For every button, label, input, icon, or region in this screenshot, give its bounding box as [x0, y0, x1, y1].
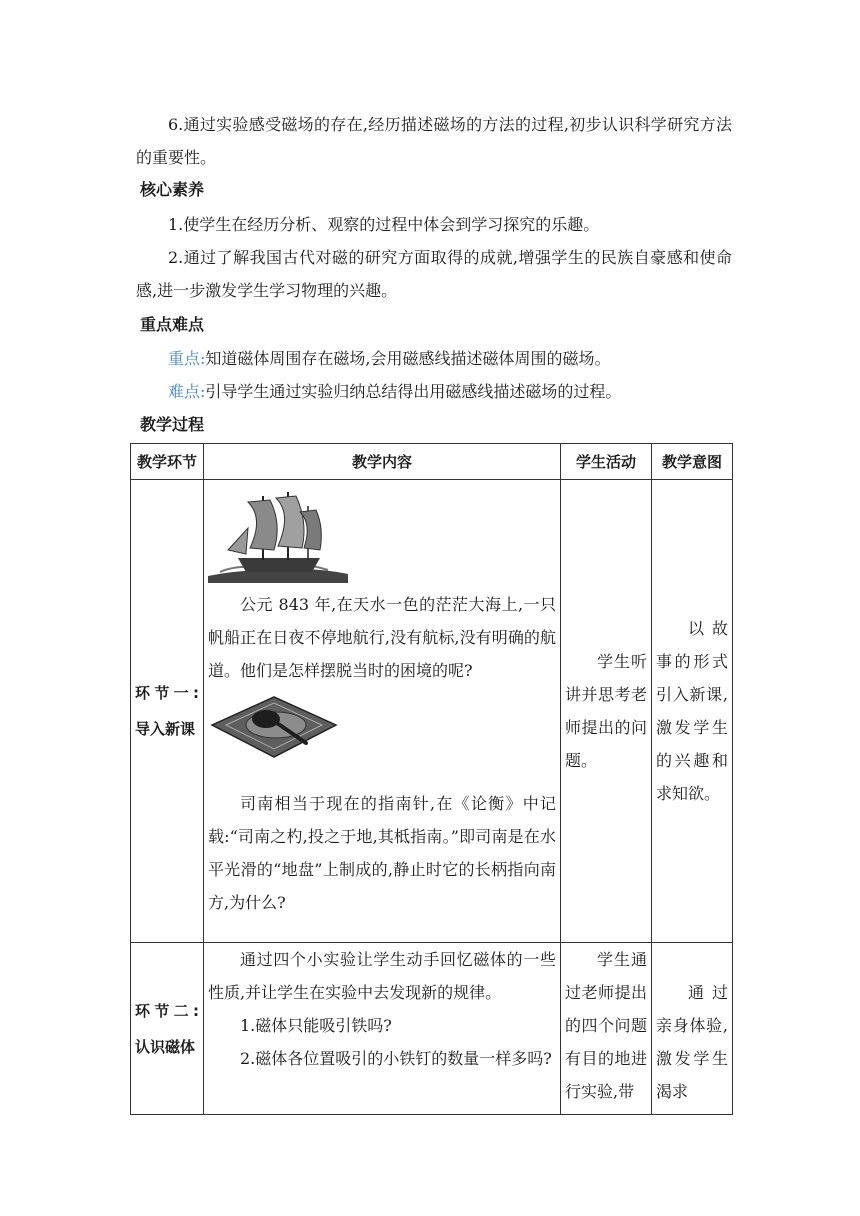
magnet-intro-text: 通过四个小实验让学生动手回忆磁体的一些性质,并让学生在实验中去发现新的规律。 [208, 950, 556, 1002]
focus-label: 重点: [168, 349, 206, 368]
col-header-activity: 学生活动 [561, 444, 652, 480]
content-cell [204, 943, 561, 1115]
table-row [131, 943, 733, 1115]
core-literacy-item-2: 2.通过了解我国古代对磁的研究方面取得的成就,增强学生的民族自豪感和使命感,进一步激发学生学习物理的兴趣。 [136, 248, 732, 300]
difficulty-text: 引导学生通过实验归纳总结得出用磁感线描述磁场的过程。 [205, 382, 622, 401]
sinan-compass-icon [208, 691, 340, 761]
sailing-ship-icon [208, 488, 348, 583]
content-cell [204, 480, 561, 943]
col-header-stage: 教学环节 [131, 444, 204, 480]
col-header-intent: 教学意图 [652, 444, 733, 480]
focus-line [136, 342, 732, 375]
magnet-question-1: 1.磁体只能吸引铁吗? [240, 1016, 392, 1035]
sailing-ship-image [208, 480, 556, 588]
stage-cell: 环节二:认识磁体 [131, 943, 204, 1115]
intent-cell: 通过亲身体验,激发学生渴求 [652, 943, 733, 1115]
objective-item-6: 6.通过实验感受磁场的存在,经历描述磁场的方法的过程,初步认识科学研究方法的重要性。 [136, 115, 732, 167]
difficulty-label: 难点: [168, 382, 206, 401]
process-heading: 教学过程 [140, 415, 205, 434]
table-row [131, 480, 733, 943]
sinan-compass-image [208, 687, 556, 787]
teaching-process-table [130, 443, 733, 1115]
magnet-question-2: 2.磁体各位置吸引的小铁钉的数量一样多吗? [240, 1049, 552, 1068]
activity-cell: 学生通过老师提出的四个问题有目的地进行实验,带 [561, 943, 652, 1115]
stage-cell: 环节一:导入新课 [131, 480, 204, 943]
intro-story-text: 公元 843 年,在天水一色的茫茫大海上,一只帆船正在日夜不停地航行,没有航标,没有明确的航道。他们是怎样摆脱当时的困境的呢? [208, 595, 556, 680]
table-header-row [131, 444, 733, 480]
activity-cell: 学生听讲并思考老师提出的问题。 [561, 480, 652, 943]
col-header-content: 教学内容 [204, 444, 561, 480]
focus-text: 知道磁体周围存在磁场,会用磁感线描述磁体周围的磁场。 [205, 349, 611, 368]
difficulty-line [136, 375, 732, 408]
intent-cell: 以故事的形式引入新课,激发学生的兴趣和求知欲。 [652, 480, 733, 943]
sinan-text: 司南相当于现在的指南针,在《论衡》中记载:“司南之杓,投之于地,其柢指南。”即司南是在水平光滑的“地盘”上制成的,静止时它的长柄指向南方,为什么? [208, 794, 556, 912]
key-points-heading: 重点难点 [140, 315, 205, 334]
core-literacy-heading: 核心素养 [140, 180, 205, 199]
core-literacy-item-1: 1.使学生在经历分析、观察的过程中体会到学习探究的乐趣。 [168, 215, 600, 234]
